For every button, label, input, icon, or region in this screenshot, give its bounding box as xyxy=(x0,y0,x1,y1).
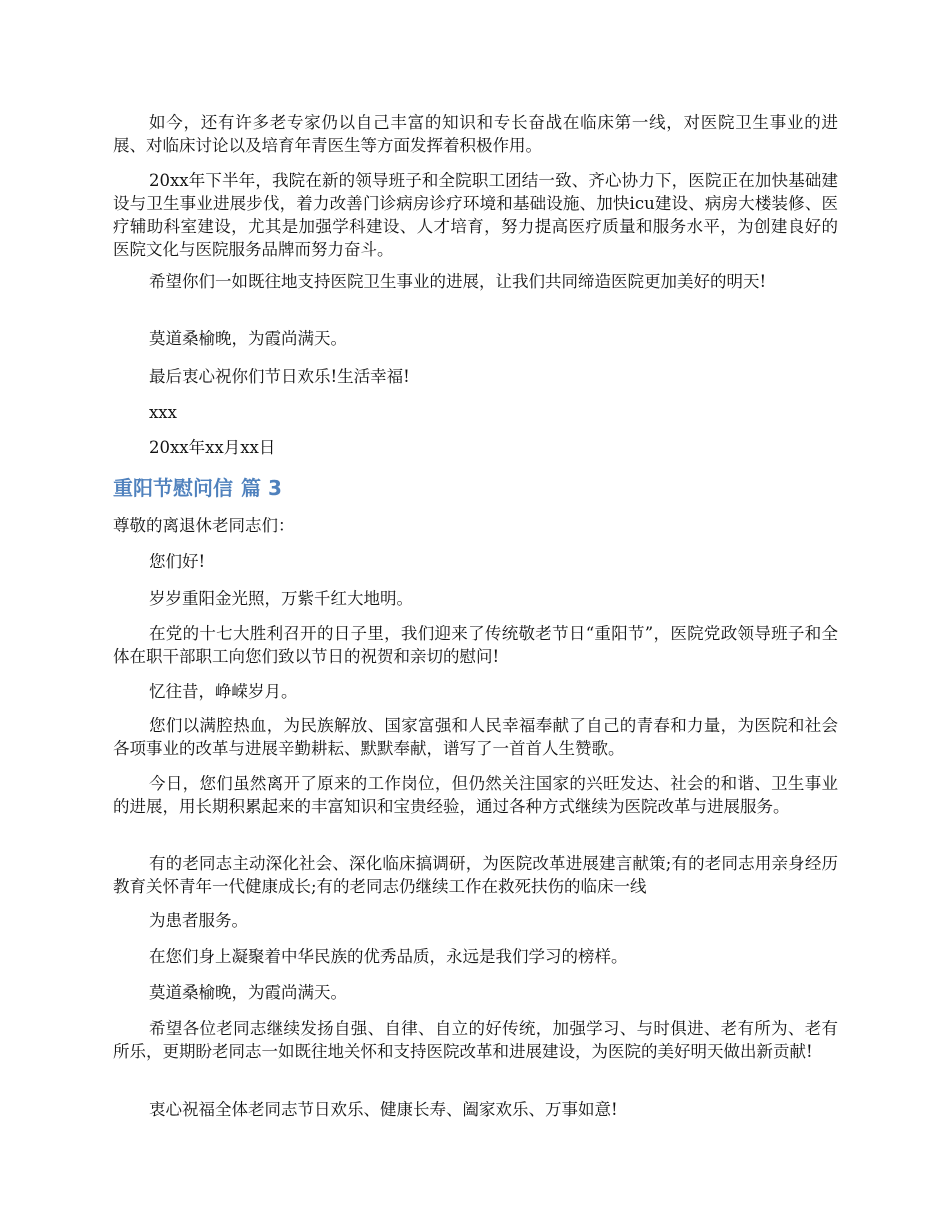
section-heading xyxy=(113,475,282,501)
paragraph-hope-continue: 希望各位老同志继续发扬自强、自律、自立的好传统，加强学习、与时俱进、老有所为、老有所乐，更期盼老同志一如既往地关怀和支持医院改革和进展建设，为医院的美好明天做出新贡献! xyxy=(113,1019,838,1061)
paragraph-final-wishes: 最后衷心祝你们节日欢乐!生活幸福! xyxy=(149,367,410,386)
heading-suffix: 篇 3 xyxy=(241,476,282,500)
signature-date: 20xx年xx月xx日 xyxy=(149,438,276,457)
paragraph-poem-line-2: 莫道桑榆晚，为霞尚满天。 xyxy=(149,983,347,1002)
paragraph-blessings: 衷心祝福全体老同志节日欢乐、健康长寿、阖家欢乐、万事如意! xyxy=(149,1100,618,1119)
paragraph-role-model: 在您们身上凝聚着中华民族的优秀品质，永远是我们学习的榜样。 xyxy=(149,947,628,966)
paragraph-contributions: 有的老同志主动深化社会、深化临床搞调研，为医院改革进展建言献策;有的老同志用亲身经历教育关怀青年一代健康成长;有的老同志仍继续工作在救死扶伤的临床一线 xyxy=(113,854,838,896)
paragraph-old-experts: 如今，还有许多老专家仍以自己丰富的知识和专长奋战在临床第一线，对医院卫生事业的进展、对临床讨论以及培育年青医生等方面发挥着积极作用。 xyxy=(113,113,838,155)
signature-name: xxx xyxy=(149,403,177,422)
paragraph-congress: 在党的十七大胜利召开的日子里，我们迎来了传统敬老节日“重阳节”，医院党政领导班子和全体在职干部职工向您们致以节日的祝贺和亲切的慰问! xyxy=(113,624,838,666)
paragraph-hope-support: 希望你们一如既往地支持医院卫生事业的进展，让我们共同缔造医院更加美好的明天! xyxy=(149,272,767,291)
paragraph-recall: 忆往昔，峥嵘岁月。 xyxy=(149,682,298,701)
paragraph-serve-patients: 为患者服务。 xyxy=(149,911,248,930)
paragraph-poem-line: 莫道桑榆晚，为霞尚满天。 xyxy=(149,329,347,348)
paragraph-today: 今日，您们虽然离开了原来的工作岗位，但仍然关注国家的兴旺发达、社会的和谐、卫生事业的进展，用长期积累起来的丰富知识和宝贵经验，通过各种方式继续为医院改革与进展服务。 xyxy=(113,774,838,816)
salutation: 尊敬的离退休老同志们： xyxy=(113,516,295,535)
paragraph-couplet: 岁岁重阳金光照，万紫千红大地明。 xyxy=(149,589,413,608)
paragraph-greeting: 您们好! xyxy=(149,552,206,571)
heading-title: 重阳节慰问信 xyxy=(113,476,233,500)
paragraph-hospital-progress: 20xx年下半年，我院在新的领导班子和全院职工团结一致、齐心协力下，医院正在加快基础建设与卫生事业进展步伐，着力改善门诊病房诊疗环境和基础设施、加快icu建设、病房大楼装修、医疗辅助科室建设，尤其是加强学科建设、人才培育，努力提高医疗质量和服务水平，为创建良好的医院文化与医院服务品牌而努力奋斗。 xyxy=(113,171,838,259)
paragraph-dedication: 您们以满腔热血，为民族解放、国家富强和人民幸福奉献了自己的青春和力量，为医院和社会各项事业的改革与进展辛勤耕耘、默默奉献，谱写了一首首人生赞歌。 xyxy=(113,716,838,758)
